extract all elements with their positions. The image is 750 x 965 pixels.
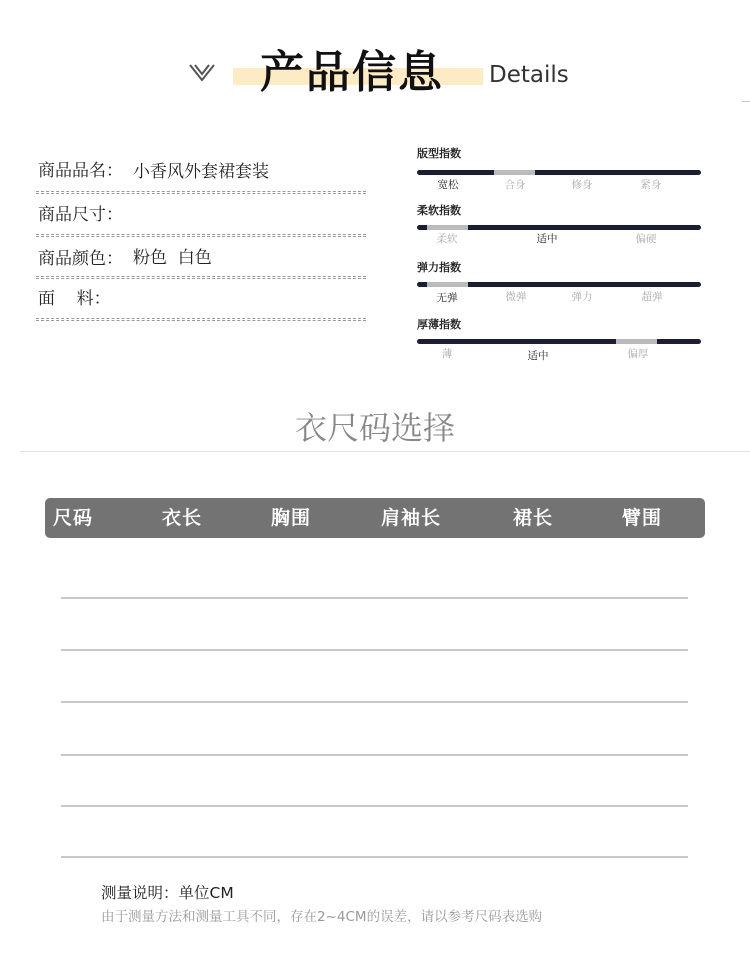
index-bar-highlight	[427, 282, 468, 287]
info-label-fabric: 面 料：	[38, 289, 111, 309]
size-section-title: 衣尺码选择	[294, 409, 455, 447]
index-level: 弹力	[571, 291, 593, 303]
index-level: 宽松	[437, 179, 459, 191]
column-header-length: 衣长	[161, 507, 203, 529]
index-level: 合身	[504, 179, 526, 191]
table-row	[61, 597, 688, 599]
info-divider	[36, 191, 366, 194]
index-title: 版型指数	[417, 147, 461, 160]
column-header-skirt-length: 裙长	[512, 507, 554, 529]
index-level: 修身	[571, 179, 593, 191]
chevron-down-icon	[188, 62, 216, 84]
section-divider	[20, 451, 750, 452]
index-level: 偏硬	[635, 233, 657, 245]
info-value-name: 小香风外套裙套装	[133, 162, 269, 182]
index-title: 柔软指数	[417, 204, 461, 217]
page-title: 产品信息	[260, 47, 444, 98]
column-header-shoulder-sleeve: 肩袖长	[380, 507, 442, 529]
index-level: 柔软	[436, 233, 458, 245]
index-bar	[417, 170, 701, 175]
size-table-header	[45, 498, 705, 538]
index-level: 无弹	[436, 292, 458, 304]
info-divider	[36, 234, 366, 237]
table-row	[61, 856, 688, 858]
table-row	[61, 805, 688, 807]
index-title: 弹力指数	[417, 261, 461, 274]
column-header-arm: 臂围	[621, 507, 663, 529]
index-title: 厚薄指数	[417, 318, 461, 331]
index-level: 适中	[527, 350, 549, 362]
index-bar	[417, 225, 701, 230]
info-label-name: 商品品名：	[38, 161, 123, 181]
measurement-note-title: 测量说明：单位CM	[101, 884, 234, 902]
index-level: 超弹	[641, 291, 663, 303]
page-subtitle: Details	[489, 62, 569, 88]
index-bar-highlight	[616, 339, 657, 344]
index-level: 偏厚	[627, 348, 649, 360]
index-bar-highlight	[494, 170, 535, 175]
measurement-note-text: 由于测量方法和测量工具不同，存在2~4CM的误差，请以参考尺码表选购	[101, 909, 543, 925]
index-level: 薄	[441, 348, 453, 360]
index-level: 适中	[536, 233, 558, 245]
index-level: 紧身	[640, 179, 662, 191]
info-value-color: 粉色 白色	[133, 248, 212, 268]
info-divider	[36, 276, 366, 279]
column-header-size: 尺码	[52, 507, 94, 529]
table-row	[61, 649, 688, 651]
info-divider	[36, 318, 366, 321]
index-bar	[417, 282, 701, 287]
info-label-color: 商品颜色：	[38, 249, 123, 269]
info-label-size: 商品尺寸：	[38, 205, 123, 225]
header-divider	[742, 101, 750, 102]
index-bar	[417, 339, 701, 344]
table-row	[61, 754, 688, 756]
index-bar-highlight	[427, 225, 468, 230]
index-level: 微弹	[505, 291, 527, 303]
table-row	[61, 701, 688, 703]
column-header-bust: 胸围	[270, 507, 312, 529]
